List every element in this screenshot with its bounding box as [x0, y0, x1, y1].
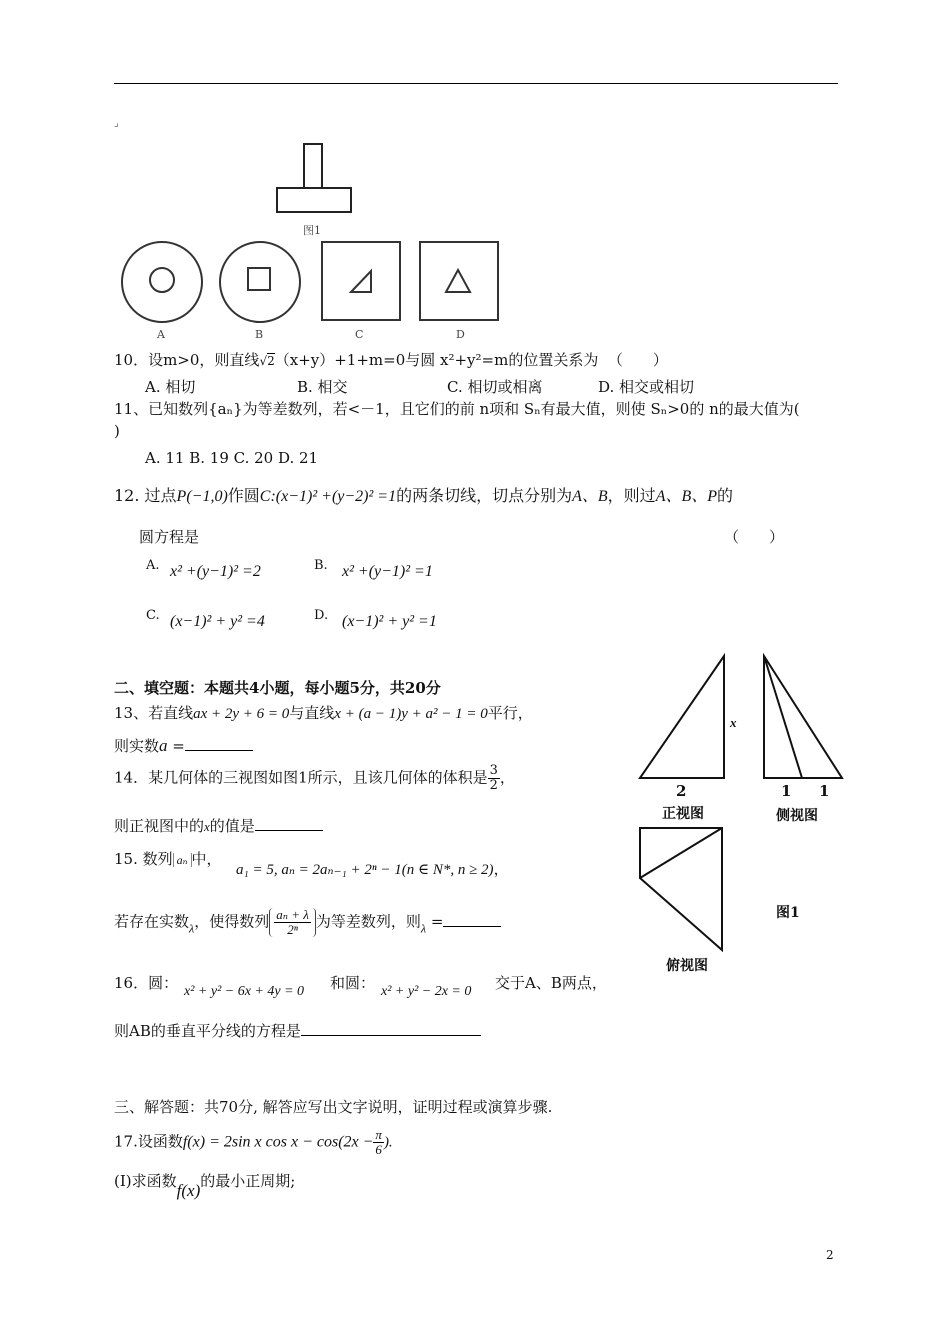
q15-formula: a₁ = 5, aₙ = 2aₙ₋₁ + 2ⁿ − 1(n ∈ N*, n ≥ 2)，: [236, 862, 509, 878]
side-view-label: 侧视图: [776, 808, 818, 824]
question-14: 14．某几何体的三视图如图1所示，且该几何体的体积是 $\frac{3}{2}$ ，: [114, 763, 515, 793]
q12-option-c: (x−1)² + y² =4: [170, 613, 265, 630]
q11-options: A. 11 B. 19 C. 20 D. 21: [145, 449, 319, 467]
q16-mid: 和圆：: [330, 974, 376, 992]
top-view-figure: [636, 824, 730, 954]
figure-option-a: [120, 240, 204, 324]
q12-option-c-label: C.: [146, 608, 160, 623]
side-base-label-2: 1: [819, 782, 830, 800]
side-base-label-1: 1: [781, 782, 792, 800]
q12-option-d-label: D.: [314, 608, 329, 623]
figure-option-b: [218, 240, 302, 324]
figure-caption: 图1: [303, 224, 321, 237]
q14-answer-blank[interactable]: [255, 830, 323, 831]
question-12: 12. 过点P(−1,0)作圆C:(x−1)² +(y−2)² =1的两条切线，切点分别为A、B，则过A、B、P的: [114, 486, 734, 505]
question-13-row2: 则实数a =: [114, 735, 253, 756]
figure-option-c: [320, 240, 404, 324]
question-10: 10．设m>0，则直线√2（x+y）+1+m=0与圆 x²+y²=m的位置关系为 （ ）: [114, 351, 668, 369]
question-16-row2: 则AB的垂直平分线的方程是: [114, 1020, 481, 1041]
option-a-label: A: [157, 328, 165, 341]
q16-circle-1: x² + y² − 6x + 4y = 0: [184, 984, 305, 999]
q13-answer-blank[interactable]: [185, 750, 253, 751]
front-view-label: 正视图: [662, 806, 704, 822]
question-11-cont: ): [114, 422, 120, 440]
q12-option-d: (x−1)² + y² =1: [342, 613, 437, 630]
q12-option-b-label: B.: [314, 558, 328, 573]
option-d-label: D: [456, 328, 465, 341]
section-2-title: 二、填空题：本题共4小题，每小题5分，共20分: [114, 679, 441, 697]
top-view-label: 俯视图: [666, 958, 708, 974]
front-view-figure: [638, 652, 730, 782]
q12-option-a: x² +(y−1)² =2: [170, 563, 261, 580]
three-view-fig-label: 图1: [776, 905, 800, 921]
q10-option-b: B. 相交: [297, 378, 348, 396]
q10-option-d: D. 相交或相切: [598, 378, 695, 396]
side-view-figure: [760, 652, 846, 782]
q16-circle-2: x² + y² − 2x = 0: [381, 984, 472, 999]
figure-t-shape: [270, 140, 360, 220]
option-c-label: C: [355, 328, 364, 341]
question-17: 17.设函数f(x) = 2sin x cos x − cos(2x − $\frac{\pi}{6}$ ).: [114, 1127, 393, 1157]
header-rule: [114, 83, 838, 84]
q10-option-c: C. 相切或相离: [447, 378, 543, 396]
question-11: 11、已知数列{aₙ}为等差数列，若<－1，且它们的前 n项和 Sₙ有最大值，则使 Sₙ>0的 n的最大值为(: [114, 400, 800, 418]
q12-option-a-label: A.: [146, 558, 160, 573]
q12-line2: 圆方程是: [139, 528, 200, 546]
q16-answer-blank[interactable]: [301, 1035, 481, 1036]
page-number: 2: [826, 1248, 834, 1262]
section-3-title: 三、解答题：共70分, 解答应写出文字说明，证明过程或演算步骤.: [114, 1098, 553, 1116]
option-b-label: B: [255, 328, 264, 341]
corner-mark: ⌟: [114, 118, 119, 129]
question-13: 13、若直线ax + 2y + 6 = 0与直线x + (a − 1)y + a² − 1 = 0平行，: [114, 704, 533, 722]
q12-paren: （ ）: [724, 528, 785, 546]
q16-end: 交于A、B两点，: [495, 974, 607, 992]
front-base-label: 2: [676, 782, 687, 800]
q15-answer-blank[interactable]: [443, 926, 501, 927]
question-15-row2: 若存在实数$_\lambda$，使得数列 $\frac{\text{aₙ + λ}}{\text{2ⁿ}}$ 为等差数列，则$_\lambda$ =: [114, 908, 501, 937]
question-16: 16．圆：: [114, 974, 179, 992]
q17-part-1: (Ⅰ)求函数f(x)的最小正周期;: [114, 1172, 296, 1200]
figure-option-d: [418, 240, 502, 324]
question-14-row2: 则正视图中的x的值是: [114, 815, 323, 836]
height-var-label: x: [730, 715, 737, 730]
q12-option-b: x² +(y−1)² =1: [342, 563, 433, 580]
q10-option-a: A. 相切: [145, 378, 196, 396]
question-15: 15. 数列 aₙ 中，: [114, 850, 222, 868]
